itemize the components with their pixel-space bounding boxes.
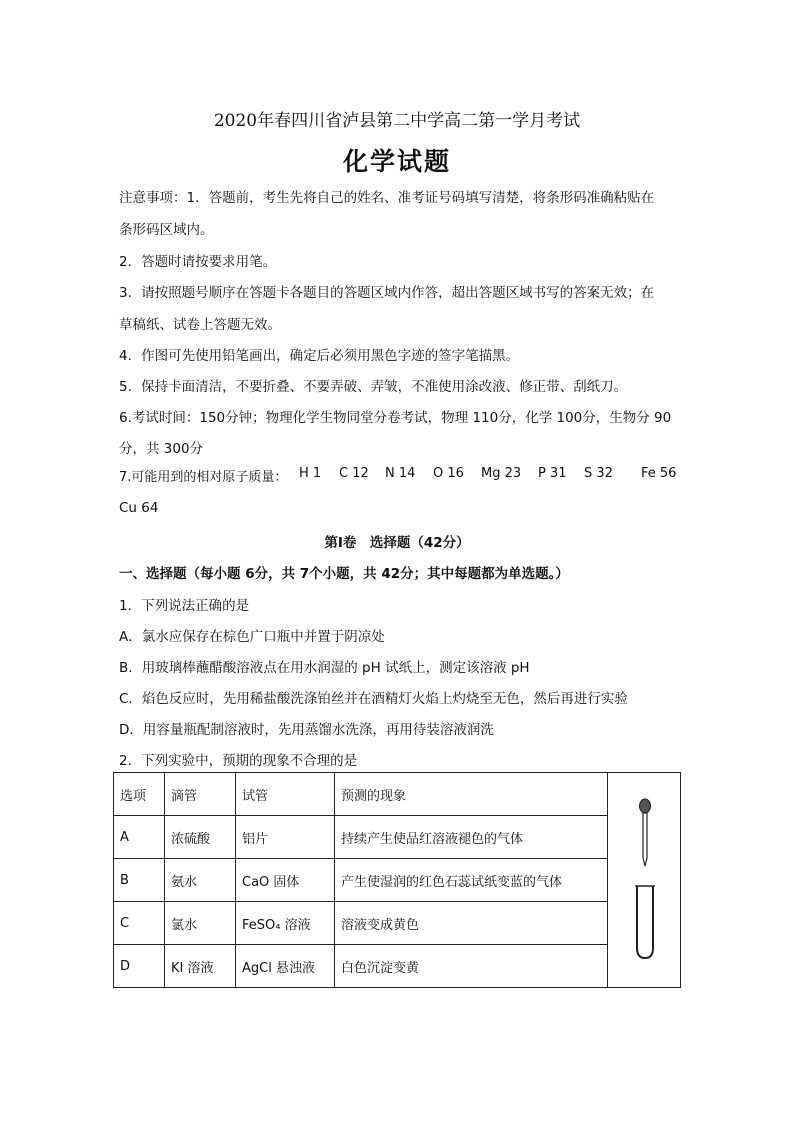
table-cell: 铝片 [236, 816, 335, 859]
note-line-3b: 草稿纸、试卷上答题无效。 [119, 317, 281, 333]
table-row [114, 902, 681, 945]
table-cell: 持续产生使品红溶液褪色的气体 [335, 816, 608, 859]
table-cell: 氯水 [165, 902, 236, 945]
table-row [114, 945, 681, 988]
table-header-cell: 试管 [236, 773, 335, 816]
atomic-mass-item: Fe 56 [641, 466, 677, 481]
table-cell: CaO 固体 [236, 859, 335, 902]
exam-subject: 化学试题 [342, 147, 451, 176]
atomic-mass-item: Mg 23 [481, 466, 522, 481]
table-cell: 溶液变成黄色 [335, 902, 608, 945]
table-cell: B [114, 859, 165, 902]
atomic-mass-prefix: 7.可能用到的相对原子质量： [119, 470, 288, 485]
table-header-cell: 选项 [114, 773, 165, 816]
q2-table [113, 772, 681, 988]
q1-option-a: A．氯水应保存在棕色广口瓶中并置于阴凉处 [119, 629, 385, 645]
table-row [114, 859, 681, 902]
note-line-6b: 分，共 300分 [119, 441, 204, 457]
table-cell: KI 溶液 [165, 945, 236, 988]
table-cell: 白色沉淀变黄 [335, 945, 608, 988]
q1-option-b: B．用玻璃棒蘸醋酸溶液点在用水润湿的 pH 试纸上，测定该溶液 pH [119, 660, 530, 676]
table-cell: 浓硫酸 [165, 816, 236, 859]
q1-stem: 1．下列说法正确的是 [119, 598, 250, 614]
table-cell: FeSO₄ 溶液 [236, 902, 335, 945]
note-line-3: 3．请按照题号顺序在答题卡各题目的答题区域内作答，超出答题区域书写的答案无效；在 [119, 285, 655, 301]
note-line-1b: 条形码区域内。 [119, 222, 214, 238]
q1-option-d: D．用容量瓶配制溶液时，先用蒸馏水洗涤，再用待装溶液润洗 [119, 722, 494, 738]
note-line-6: 6.考试时间：150分钟；物理化学生物同堂分卷考试，物理 110分，化学 100分，生物分 90 [119, 410, 672, 426]
table-cell: D [114, 945, 165, 988]
part1-heading: 第Ⅰ卷 选择题（42分） [324, 535, 470, 551]
dropper-test-tube-icon [627, 788, 667, 968]
atomic-mass-row [119, 466, 679, 486]
table-cell: A [114, 816, 165, 859]
atomic-mass-item: N 14 [385, 466, 416, 481]
table-header-row [114, 773, 681, 816]
table-header-cell: 预测的现象 [335, 773, 608, 816]
table-cell: 产生使湿润的红色石蕊试纸变蓝的气体 [335, 859, 608, 902]
atomic-mass-item: C 12 [339, 466, 369, 481]
note-line-7b: Cu 64 [119, 500, 159, 516]
exam-title: 2020年春四川省泸县第二中学高二第一学月考试 [213, 111, 581, 131]
atomic-mass-item: P 31 [538, 466, 567, 481]
table-row [114, 816, 681, 859]
atomic-mass-item: H 1 [299, 466, 322, 481]
table-header-cell: 滴管 [165, 773, 236, 816]
atomic-mass-item: O 16 [433, 466, 464, 481]
note-line-4: 4．作图可先使用铅笔画出，确定后必须用黑色字迹的签字笔描黑。 [119, 348, 520, 364]
atomic-mass-item: S 32 [584, 466, 613, 481]
note-line-5: 5．保持卡面清洁，不要折叠、不要弄破、弄皱，不准使用涂改液、修正带、刮纸刀。 [119, 379, 628, 395]
table-cell: AgCl 悬浊液 [236, 945, 335, 988]
part1-instruction: 一、选择题（每小题 6分，共 7个小题，共 42分；其中每题都为单选题。） [119, 566, 569, 582]
apparatus-figure-cell [608, 773, 681, 988]
table-cell: C [114, 902, 165, 945]
q1-option-c: C．焰色反应时，先用稀盐酸洗涤铂丝并在酒精灯火焰上灼烧至无色，然后再进行实验 [119, 691, 628, 707]
note-line-2: 2．答题时请按要求用笔。 [119, 254, 277, 270]
table-cell: 氨水 [165, 859, 236, 902]
note-line-1: 注意事项：1．答题前，考生先将自己的姓名、准考证号码填写清楚，将条形码准确粘贴在 [119, 190, 655, 206]
q2-stem: 2．下列实验中，预期的现象不合理的是 [119, 753, 358, 769]
